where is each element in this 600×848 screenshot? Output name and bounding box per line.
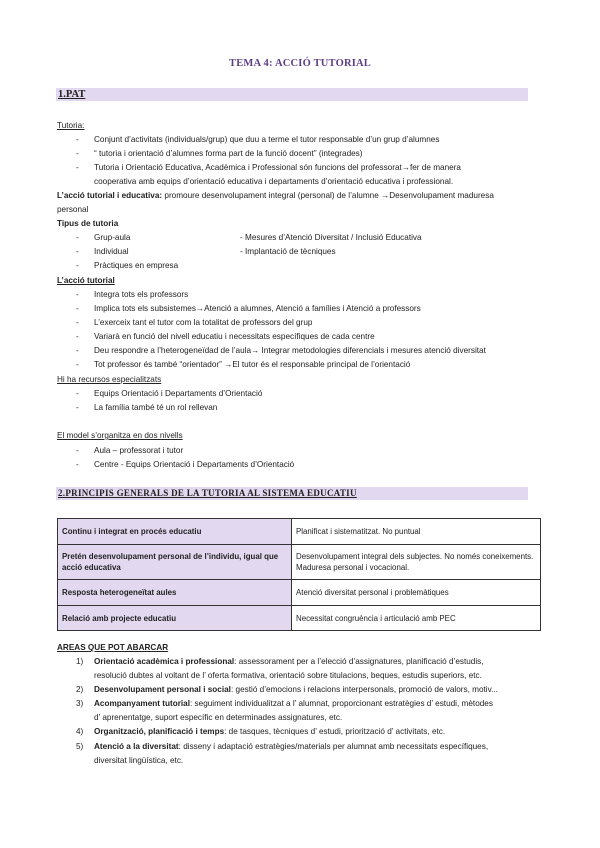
section-1-header (56, 88, 528, 101)
table-cell-left: Relació amb projecte educatiu (58, 606, 292, 631)
list-item: Aula – professorat i tutor (94, 446, 184, 455)
areas-label: AREAS QUE POT ABARCAR (57, 643, 169, 652)
accio2-label: L’acció tutorial (57, 276, 115, 285)
area-number: 4) (76, 727, 84, 736)
bullet-dash: - (76, 233, 79, 242)
area-item (94, 726, 445, 738)
area-number: 1) (76, 657, 84, 666)
table-cell-right: Necessitat congruència i articulació amb PEC (292, 606, 541, 631)
list-item: La família també té un rol rellevan (94, 403, 218, 412)
area-item (94, 698, 493, 710)
list-item: L’exerceix tant el tutor com la totalitat de professors del grup (94, 318, 313, 327)
area-text: : disseny i adaptació estratègies/materials per alumnat amb necessitats específiques, (178, 742, 489, 751)
tipus-item: Individual (94, 247, 129, 256)
area-number: 2) (76, 685, 84, 694)
area-number: 3) (76, 699, 84, 708)
recursos-label: Hi ha recursos especialitzats (57, 375, 162, 384)
table-cell-right: Planificat i sistematitzat. No puntual (292, 519, 541, 545)
area-title: Desenvolupament personal i social (94, 685, 231, 694)
table-cell-left: Pretén desenvolupament personal de l’individu, igual que acció educativa (58, 545, 292, 580)
tipus-item-right: - Mesures d’Atenció Diversitat / Inclusió Educativa (240, 233, 422, 242)
section-2-header (56, 487, 528, 500)
bullet-dash: - (76, 163, 79, 172)
tipus-item: Grup-aula (94, 233, 131, 242)
area-text-continuation: diversitat lingüística, etc. (94, 756, 184, 765)
bullet-dash: - (76, 290, 79, 299)
area-item (94, 656, 484, 668)
table-cell-right: Desenvolupament integral dels subjectes. No només coneixements. Maduresa personal i vocacional. (292, 545, 541, 580)
area-text: : seguiment individualitzat a l’ alumnat, proporcionant estratègies d’ estudi, mètodes (190, 699, 493, 708)
accio-text-continuation: personal (57, 205, 89, 214)
section-1-heading: 1.PAT (58, 89, 86, 100)
list-item: Integra tots els professors (94, 290, 189, 299)
tutoria-label: Tutoria: (57, 121, 85, 130)
tipus-item-right: - Implantació de tècniques (240, 247, 336, 256)
bullet-dash: - (76, 304, 79, 313)
list-item: Conjunt d’activitats (individuals/grup) que duu a terme el tutor responsable d’un grup d’alumnes (94, 135, 440, 144)
bullet-dash: - (76, 135, 79, 144)
list-item: Implica tots els subsistemes→Atenció a alumnes, Atenció a famílies i Atenció a professors (94, 304, 421, 313)
area-title: Orientació acadèmica i professional (94, 657, 235, 666)
list-item: Variarà en funció del nivell educatiu i necessitats específiques de cada centre (94, 332, 375, 341)
area-text-continuation: resolució dubtes al voltant de l’ oferta formativa, orientació sobre titulacions, beques, estudis superiors, etc. (94, 671, 482, 680)
table-row (58, 545, 541, 580)
area-item (94, 684, 498, 696)
section-2-heading: 2.PRINCIPIS GENERALS DE LA TUTORIA AL SISTEMA EDUCATIU (58, 488, 357, 498)
list-item: “ tutoria i orientació d’alumnes forma part de la funció docent” (integrades) (94, 149, 363, 158)
bullet-dash: - (76, 149, 79, 158)
area-number: 5) (76, 742, 84, 751)
bullet-dash: - (76, 332, 79, 341)
area-text: : de tasques, tècniques d’ estudi, priorització d’ activitats, etc. (224, 727, 446, 736)
bullet-dash: - (76, 389, 79, 398)
page-title: TEMA 4: ACCIÓ TUTORIAL (229, 58, 371, 69)
accio-text: promoure desenvolupament integral (personal) de l’alumne →Desenvolupament maduresa (162, 191, 494, 200)
area-item (94, 741, 488, 753)
accio-tutorial-paragraph (57, 190, 494, 202)
area-title: Organització, planificació i temps (94, 727, 225, 736)
tipus-label: Tipus de tutoria (57, 219, 119, 228)
table-row (58, 606, 541, 631)
list-item-continuation: cooperativa amb equips d’orientació educativa i departaments d’orientació educativa i professional. (94, 177, 454, 186)
principles-table (57, 518, 541, 631)
bullet-dash: - (76, 318, 79, 327)
area-title: Acompanyament tutorial (94, 699, 190, 708)
list-item: Tutoria i Orientació Educativa, Acadèmica i Professional són funcions del professorat→fer de manera (94, 163, 461, 172)
accio-label: L’acció tutorial i educativa: (57, 191, 163, 200)
bullet-dash: - (76, 346, 79, 355)
bullet-dash: - (76, 403, 79, 412)
table-row (58, 519, 541, 545)
area-text-continuation: d’ aprenentatge, suport específic en determinades assignatures, etc. (94, 713, 343, 722)
list-item: Centre - Equips Orientació i Departaments d’Orientació (94, 460, 295, 469)
area-text: : assessorament per a l’elecció d’assignatures, planificació d’estudis, (234, 657, 484, 666)
list-item: Deu respondre a l’heterogeneïdad de l’aula→ Integrar metodologies diferencials i mesures atenció diversitat (94, 346, 486, 355)
tipus-item: Pràctiques en empresa (94, 261, 179, 270)
table-cell-left: Continu i integrat en procés educatiu (58, 519, 292, 545)
list-item: Equips Orientació i Departaments d’Orientació (94, 389, 263, 398)
bullet-dash: - (76, 261, 79, 270)
table-row (58, 580, 541, 606)
table-cell-right: Atenció diversitat personal i problemàtiques (292, 580, 541, 606)
bullet-dash: - (76, 247, 79, 256)
area-text: : gestió d’emocions i relacions interpersonals, promoció de valors, motiv... (230, 685, 498, 694)
table-cell-left: Resposta heterogeneïtat aules (58, 580, 292, 606)
bullet-dash: - (76, 360, 79, 369)
list-item: Tot professor és també “orientador” →El tutor és el responsable principal de l’orientació (94, 360, 411, 369)
bullet-dash: - (76, 446, 79, 455)
area-title: Atenció a la diversitat (94, 742, 179, 751)
model-label: El model s’organitza en dos nivells (57, 431, 183, 440)
bullet-dash: - (76, 460, 79, 469)
